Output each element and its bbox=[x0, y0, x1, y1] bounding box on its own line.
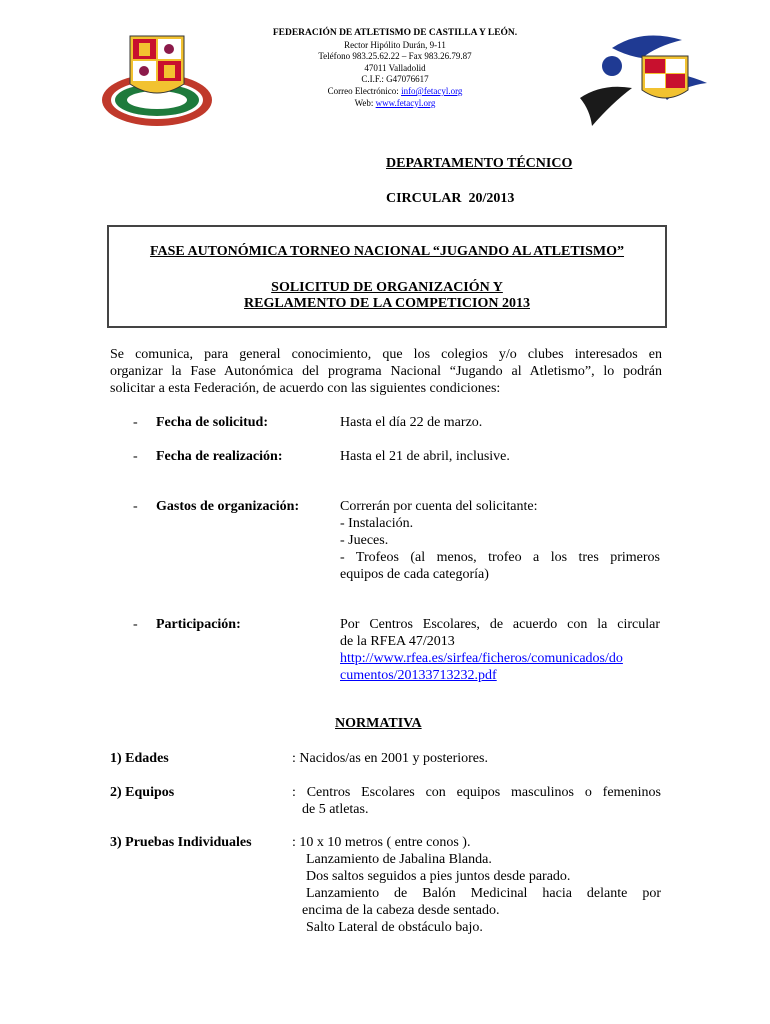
rule-2-value-2: de 5 atletas. bbox=[302, 802, 369, 817]
federation-logo-icon bbox=[100, 28, 215, 128]
intro-line-2: organizar la Fase Autonómica del programa Nacional “Jugando al Atletismo”, lo podrán bbox=[110, 364, 662, 379]
box-line-2: SOLICITUD DE ORGANIZACIÓN Y bbox=[271, 280, 503, 295]
org-city: 47011 Valladolid bbox=[364, 62, 426, 73]
rfea-link-line-2[interactable]: cumentos/20133713232.pdf bbox=[340, 668, 497, 683]
rule-3-value-3: Dos saltos seguidos a pies juntos desde parado. bbox=[306, 869, 571, 884]
cond-4-value-2: de la RFEA 47/2013 bbox=[340, 634, 455, 649]
rule-3-label: 3) Pruebas Individuales bbox=[110, 835, 252, 850]
cond-1-value: Hasta el día 22 de marzo. bbox=[340, 415, 483, 430]
org-name: FEDERACIÓN DE ATLETISMO DE CASTILLA Y LEÓN. bbox=[272, 28, 518, 38]
rule-3-value-2: Lanzamiento de Jabalina Blanda. bbox=[306, 852, 492, 867]
rule-3-value-5: encima de la cabeza desde sentado. bbox=[302, 903, 500, 918]
intro-line-1: Se comunica, para general conocimiento, que los colegios y/o clubes interesados en bbox=[110, 347, 662, 362]
web-link[interactable]: www.fetacyl.org bbox=[375, 97, 436, 108]
org-web-line bbox=[230, 98, 560, 110]
intro-line-3: solicitar a esta Federación, de acuerdo con las siguientes condiciones: bbox=[110, 381, 501, 396]
org-email-line bbox=[230, 86, 560, 98]
org-phone: Teléfono 983.25.62.22 – Fax 983.26.79.87 bbox=[318, 51, 472, 62]
cond-1-label: Fecha de solicitud: bbox=[156, 415, 268, 430]
org-cif: C.I.F.: G47076617 bbox=[361, 74, 429, 85]
rfea-link-line-1[interactable]: http://www.rfea.es/sirfea/ficheros/comunicados/do bbox=[340, 651, 623, 666]
box-line-3: REGLAMENTO DE LA COMPETICION 2013 bbox=[244, 296, 530, 311]
org-address: Rector Hipólito Durán, 9-11 bbox=[344, 39, 446, 50]
cond-2-value: Hasta el 21 de abril, inclusive. bbox=[340, 449, 510, 464]
web-label: Web: bbox=[354, 97, 376, 108]
cond-3-value-5: equipos de cada categoría) bbox=[340, 567, 489, 582]
cond-2-label: Fecha de realización: bbox=[156, 449, 283, 464]
dash-2: - bbox=[133, 449, 138, 464]
dash-3: - bbox=[133, 499, 138, 514]
rule-3-value-4: Lanzamiento de Balón Medicinal hacia delante por bbox=[306, 886, 661, 901]
rule-3-value-6: Salto Lateral de obstáculo bajo. bbox=[306, 920, 483, 935]
cond-3-label: Gastos de organización: bbox=[156, 499, 300, 514]
rule-1-label: 1) Edades bbox=[110, 751, 169, 766]
dash-4: - bbox=[133, 617, 138, 632]
cond-3-value-4: - Trofeos (al menos, trofeo a los tres primeros bbox=[340, 550, 660, 565]
department-title: DEPARTAMENTO TÉCNICO bbox=[386, 156, 573, 171]
runner-logo-icon bbox=[572, 28, 717, 130]
rule-1-value: : Nacidos/as en 2001 y posteriores. bbox=[292, 751, 488, 766]
letterhead bbox=[230, 28, 560, 109]
cond-4-value-1: Por Centros Escolares, de acuerdo con la circular bbox=[340, 617, 660, 632]
email-label: Correo Electrónico: bbox=[327, 85, 402, 96]
cond-3-value-2: - Instalación. bbox=[340, 516, 414, 531]
email-link[interactable]: info@fetacyl.org bbox=[401, 85, 463, 96]
cond-3-value-1: Correrán por cuenta del solicitante: bbox=[340, 499, 538, 514]
title-box bbox=[107, 225, 667, 328]
rule-2-label: 2) Equipos bbox=[110, 785, 175, 800]
box-line-1: FASE AUTONÓMICA TORNEO NACIONAL “JUGANDO AL ATLETISMO” bbox=[149, 244, 625, 259]
circular-number: CIRCULAR 20/2013 bbox=[386, 191, 515, 206]
normativa-title: NORMATIVA bbox=[335, 716, 422, 731]
dash-1: - bbox=[133, 415, 138, 430]
rule-2-value-1: : Centros Escolares con equipos masculinos o femeninos bbox=[292, 785, 661, 800]
rule-3-value-1: : 10 x 10 metros ( entre conos ). bbox=[292, 835, 471, 850]
cond-3-value-3: - Jueces. bbox=[340, 533, 389, 548]
cond-4-label: Participación: bbox=[156, 617, 241, 632]
